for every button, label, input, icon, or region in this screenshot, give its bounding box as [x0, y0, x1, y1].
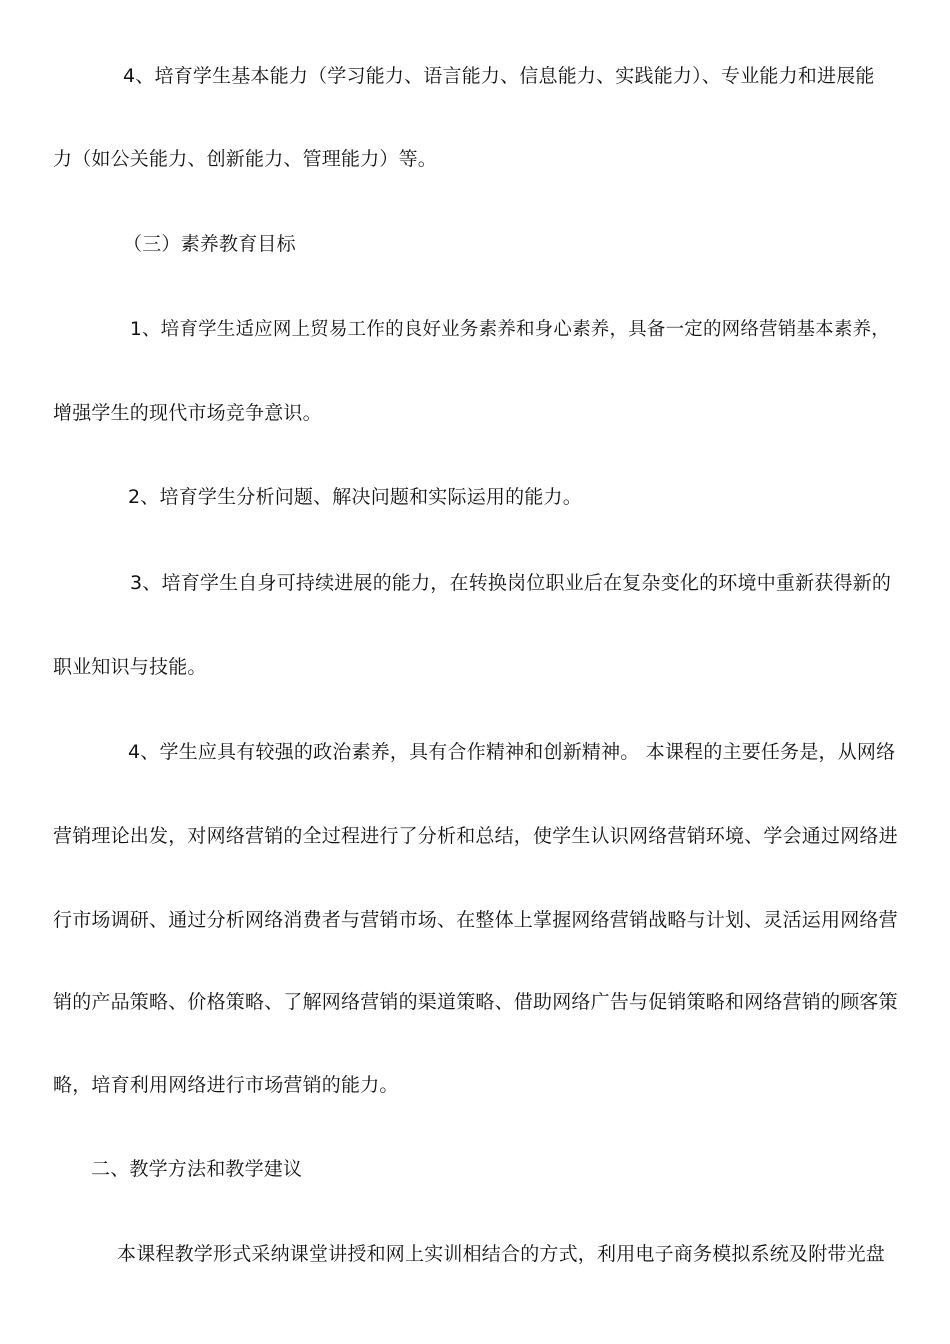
paragraph-line: 1、培育学生适应网上贸易工作的良好业务素养和身心素养，具备一定的网络营销基本素养， — [130, 319, 890, 340]
paragraph-line: 力（如公关能力、创新能力、管理能力）等。 — [53, 148, 438, 170]
paragraph-line: 本课程教学形式采纳课堂讲授和网上实训相结合的方式，利用电子商务模拟系统及附带光盘 — [117, 1243, 886, 1265]
paragraph-line: 销的产品策略、价格策略、了解网络营销的渠道策略、借助网络广告与促销策略和网络营销的顾客策 — [53, 991, 898, 1013]
paragraph-line: 略，培育利用网络进行市场营销的能力。 — [53, 1074, 399, 1096]
paragraph-line: 增强学生的现代市场竞争意识。 — [53, 402, 322, 424]
section-heading: 二、教学方法和教学建议 — [91, 1158, 303, 1180]
paragraph-line: 2、培育学生分析问题、解决问题和实际运用的能力。 — [128, 486, 582, 508]
section-heading: （三）素养教育目标 — [123, 233, 296, 255]
paragraph-line: 营销理论出发，对网络营销的全过程进行了分析和总结，使学生认识网络营销环境、学会通过网络进 — [53, 825, 898, 847]
paragraph-line: 4、学生应具有较强的政治素养，具有合作精神和创新精神。 本课程的主要任务是，从网络 — [128, 741, 896, 763]
paragraph-line: 4、培育学生基本能力（学习能力、语言能力、信息能力、实践能力）、专业能力和进展能 — [123, 65, 875, 87]
paragraph-line: 职业知识与技能。 — [53, 656, 207, 678]
paragraph-line: 行市场调研、通过分析网络消费者与营销市场、在整体上掌握网络营销战略与计划、灵活运用网络营 — [53, 909, 898, 931]
paragraph-line: 3、培育学生自身可持续进展的能力，在转换岗位职业后在复杂变化的环境中重新获得新的 — [130, 572, 892, 594]
